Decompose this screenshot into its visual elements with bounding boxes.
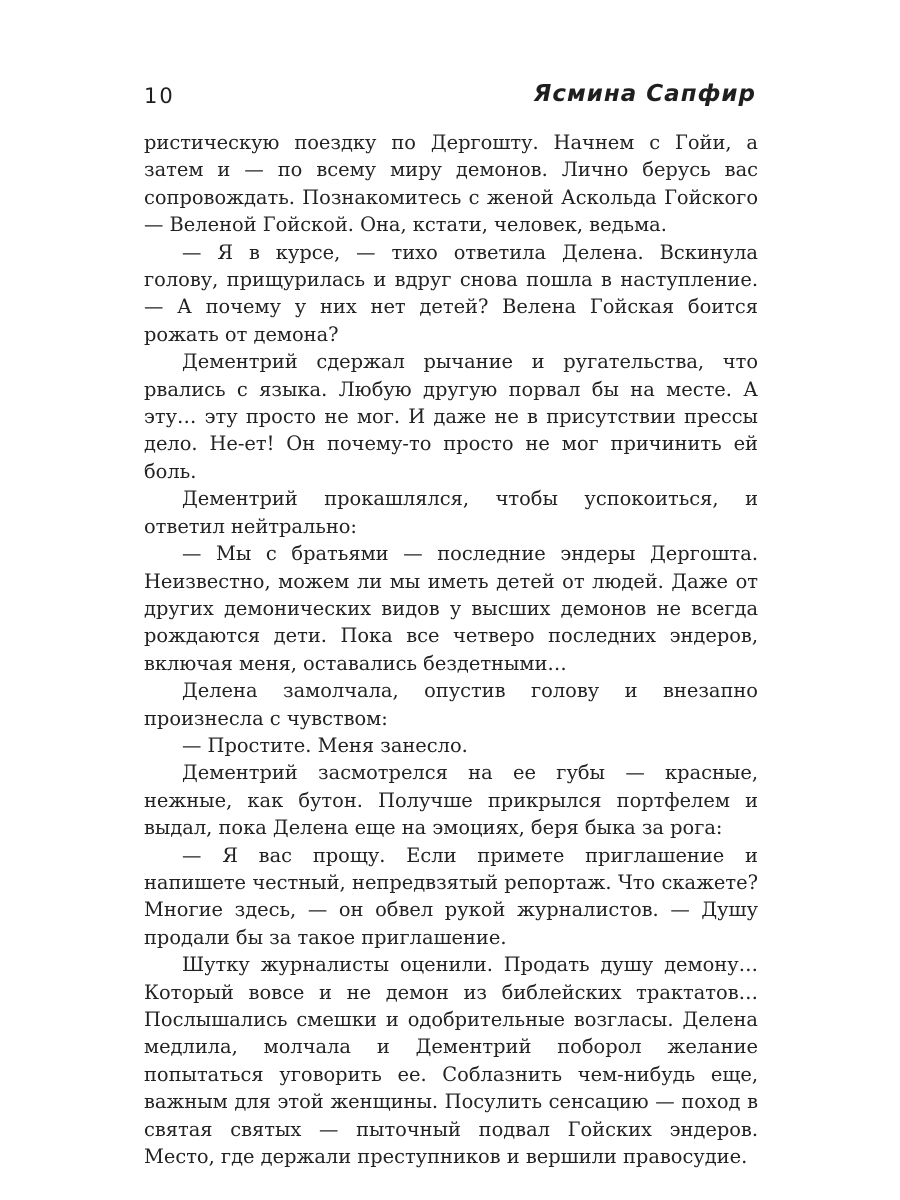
paragraph: — Простите. Меня занесло. (182, 733, 468, 757)
paragraph: Дементрий засмотрелся на ее губы — красные, нежные, как бутон. Получше прикрылся портфелем и выдал, пока Делена еще на эмоциях, беря быка за рога: (144, 761, 758, 840)
paragraph: Дементрий сдержал рычание и ругательства, что рвались с языка. Любую другую порвал бы на месте. А эту… эту просто не мог. И даже не в присутствии прессы дело. Не-ет! Он почему-то просто не мог причинить ей боль. (144, 350, 758, 483)
paragraph: — Мы с братьями — последние эндеры Дергошта. Неизвестно, можем ли мы иметь детей от людей. Даже от других демонических видов у высших демонов не всегда рождаются дети. Пока все четверо последних эндеров, включая меня, оставались бездетными… (144, 542, 758, 675)
paragraph: — Я в курсе, — тихо ответила Делена. Вскинула голову, прищурилась и вдруг снова пошла в наступление. — А почему у них нет детей? Велена Гойская боится рожать от демона? (144, 240, 758, 346)
paragraph: — Я вас прощу. Если примете приглашение и напишете честный, непредвзятый репортаж. Что скажете? Многие здесь, — он обвел рукой журналистов. — Душу продали бы за такое приглашение. (144, 843, 758, 949)
paragraph: Делена замолчала, опустив голову и внезапно произнесла с чувством: (144, 679, 758, 730)
running-head-author: Ясмина Сапфир (533, 81, 756, 107)
page-number: 10 (144, 84, 175, 108)
paragraph: ристическую поездку по Дергошту. Начнем с Гойи, а затем и — по всему миру демонов. Лично берусь вас сопровождать. Познакомитесь с женой Аскольда Гойского — Веленой Гойской. Она, кстати, человек, ведьма. (144, 131, 758, 237)
paragraph: Шутку журналисты оценили. Продать душу демону… Который вовсе и не демон из библейских трактатов… Послышались смешки и одобрительные возгласы. Делена медлила, молчала и Дементрий поборол желание попытаться уговорить ее. Соблазнить чем-нибудь еще, важным для этой женщины. Посулить сенсацию — поход в святая святых — пыточный подвал Гойских эндеров. Место, где держали преступников и вершили правосудие. (144, 953, 758, 1169)
paragraph: Дементрий прокашлялся, чтобы успокоиться, и ответил нейтрально: (144, 487, 758, 538)
body-text (144, 129, 758, 1170)
